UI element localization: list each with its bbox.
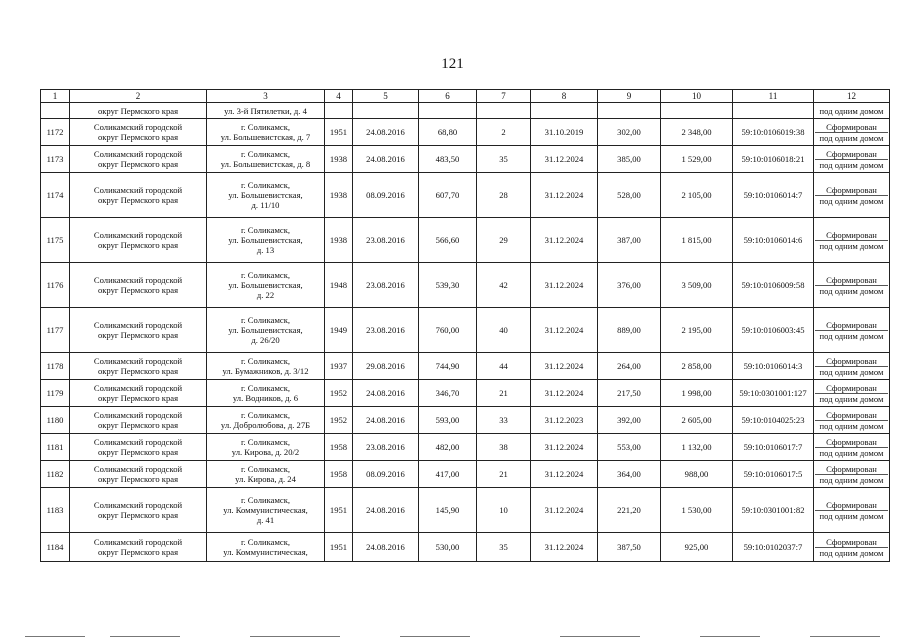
cell-line: под одним домом: [815, 285, 888, 296]
cell-line: под одним домом: [815, 510, 888, 521]
cell-address: [207, 434, 325, 461]
cell-v10: 2 348,00: [661, 119, 733, 146]
cell-line: д. 13: [256, 245, 275, 255]
cell-line: Соликамский городской: [93, 464, 183, 474]
cell-date1: [353, 103, 419, 119]
cell-line: Соликамский городской: [93, 320, 183, 330]
cell-owner: [70, 146, 207, 173]
cell-line: под одним домом: [815, 330, 888, 341]
cell-area: 145,90: [419, 488, 477, 533]
cell-v9: 221,20: [598, 488, 661, 533]
table-row: [41, 263, 890, 308]
cell-owner: округ Пермского края: [70, 103, 207, 119]
cell-area: 483,50: [419, 146, 477, 173]
cell-v9: 217,50: [598, 380, 661, 407]
cell-date2: 31.12.2024: [531, 380, 598, 407]
cell-address: [207, 218, 325, 263]
cell-line: г. Соликамск,: [240, 315, 291, 325]
cell-count: 33: [477, 407, 531, 434]
cell-year: 1938: [325, 173, 353, 218]
cell-v10: [661, 103, 733, 119]
cell-year: 1948: [325, 263, 353, 308]
cell-line: д. 22: [256, 290, 275, 300]
cell-line: Сформирован: [826, 319, 877, 330]
cell-area: 607,70: [419, 173, 477, 218]
cell-line: Сформирован: [826, 463, 877, 474]
cell-status: [814, 173, 890, 218]
cell-v10: 1 815,00: [661, 218, 733, 263]
cell-line: Соликамский городской: [93, 275, 183, 285]
cell-count: 42: [477, 263, 531, 308]
cell-line: округ Пермского края: [97, 447, 179, 457]
cell-line: г. Соликамск,: [240, 495, 291, 505]
table-row: [41, 146, 890, 173]
cell-date2: 31.12.2024: [531, 434, 598, 461]
cell-cadastre: 59:10:0301001:127: [733, 380, 814, 407]
cell-line: г. Соликамск,: [240, 270, 291, 280]
column-header: 1: [41, 90, 70, 103]
cell-owner: [70, 461, 207, 488]
table-body: [41, 103, 890, 562]
cell-num: 1182: [41, 461, 70, 488]
cell-year: 1958: [325, 461, 353, 488]
cell-cadastre: 59:10:0106003:45: [733, 308, 814, 353]
cell-line: Сформирован: [826, 148, 877, 159]
cell-v10: 1 998,00: [661, 380, 733, 407]
cell-status: [814, 263, 890, 308]
cell-line: г. Соликамск,: [240, 122, 291, 132]
cell-v10: 2 105,00: [661, 173, 733, 218]
cell-line: Соликамский городской: [93, 437, 183, 447]
cell-line: под одним домом: [815, 447, 888, 458]
cell-line: г. Соликамск,: [240, 537, 291, 547]
cell-line: ул. Большевистская,: [228, 280, 303, 290]
cell-v9: 553,00: [598, 434, 661, 461]
cell-area: 68,80: [419, 119, 477, 146]
page-number: 121: [441, 56, 464, 72]
cell-line: Соликамский городской: [93, 383, 183, 393]
cell-num: 1178: [41, 353, 70, 380]
cell-line: ул. Водников, д. 6: [232, 393, 299, 403]
cell-count: 35: [477, 533, 531, 562]
cell-area: 417,00: [419, 461, 477, 488]
table-row: [41, 461, 890, 488]
cell-count: 21: [477, 461, 531, 488]
cell-cadastre: 59:10:0106014:3: [733, 353, 814, 380]
cell-status: [814, 353, 890, 380]
cell-line: под одним домом: [815, 159, 888, 170]
cell-owner: [70, 353, 207, 380]
cell-line: округ Пермского края: [97, 195, 179, 205]
cell-line: Сформирован: [826, 409, 877, 420]
cell-owner: [70, 407, 207, 434]
cell-date2: 31.12.2024: [531, 218, 598, 263]
cell-num: 1180: [41, 407, 70, 434]
cell-v10: 1 529,00: [661, 146, 733, 173]
status-line: под одним домом: [819, 105, 884, 116]
table-row: [41, 434, 890, 461]
cell-count: 21: [477, 380, 531, 407]
cell-line: Соликамский городской: [93, 356, 183, 366]
cell-line: округ Пермского края: [97, 393, 179, 403]
cell-owner: [70, 218, 207, 263]
cell-line: г. Соликамск,: [240, 180, 291, 190]
cell-line: округ Пермского края: [97, 420, 179, 430]
cell-status: [814, 103, 890, 119]
cell-address: [207, 308, 325, 353]
cell-address: [207, 407, 325, 434]
cell-date2: 31.12.2024: [531, 146, 598, 173]
cell-line: ул. Коммунистическая,: [223, 505, 308, 515]
cell-line: ул. Большевистская,: [228, 190, 303, 200]
cell-num: 1179: [41, 380, 70, 407]
cell-year: 1937: [325, 353, 353, 380]
cell-count: [477, 103, 531, 119]
cell-owner: [70, 380, 207, 407]
cell-line: под одним домом: [815, 240, 888, 251]
cell-year: 1951: [325, 119, 353, 146]
cell-line: д. 26/20: [251, 335, 280, 345]
cell-area: 482,00: [419, 434, 477, 461]
cell-address: [207, 263, 325, 308]
cell-line: округ Пермского края: [97, 474, 179, 484]
cell-year: 1938: [325, 146, 353, 173]
cell-line: ул. Большевистская,: [228, 235, 303, 245]
cell-v9: 302,00: [598, 119, 661, 146]
cell-date2: [531, 103, 598, 119]
cell-status: [814, 380, 890, 407]
cell-cadastre: 59:10:0106017:7: [733, 434, 814, 461]
cell-date1: 23.08.2016: [353, 218, 419, 263]
cell-count: 35: [477, 146, 531, 173]
cell-line: ул. Большевистская,: [228, 325, 303, 335]
cell-line: д. 41: [256, 515, 275, 525]
cell-v9: 889,00: [598, 308, 661, 353]
housing-registry-table: [40, 89, 890, 562]
cell-line: г. Соликамск,: [240, 410, 291, 420]
cell-num: [41, 103, 70, 119]
cell-cadastre: 59:10:0106009:58: [733, 263, 814, 308]
column-header: 8: [531, 90, 598, 103]
cell-date2: 31.12.2024: [531, 488, 598, 533]
cell-date1: 23.08.2016: [353, 434, 419, 461]
cell-owner: [70, 488, 207, 533]
cell-num: 1174: [41, 173, 70, 218]
cell-date1: 24.08.2016: [353, 488, 419, 533]
cell-v10: 3 509,00: [661, 263, 733, 308]
cell-line: ул. Кирова, д. 20/2: [231, 447, 300, 457]
column-header: 7: [477, 90, 531, 103]
cell-cadastre: 59:10:0301001:82: [733, 488, 814, 533]
cell-line: округ Пермского края: [97, 159, 179, 169]
cell-line: Сформирован: [826, 121, 877, 132]
cell-owner: [70, 434, 207, 461]
cell-num: 1175: [41, 218, 70, 263]
cell-count: 10: [477, 488, 531, 533]
cell-date2: 31.12.2024: [531, 263, 598, 308]
cell-v9: 528,00: [598, 173, 661, 218]
table-row: [41, 218, 890, 263]
table-row: [41, 407, 890, 434]
cell-date1: 08.09.2016: [353, 173, 419, 218]
cell-date1: 29.08.2016: [353, 353, 419, 380]
cell-year: 1951: [325, 533, 353, 562]
cell-year: [325, 103, 353, 119]
cell-status: [814, 119, 890, 146]
cell-num: 1176: [41, 263, 70, 308]
cell-line: д. 11/10: [251, 200, 280, 210]
cell-address: ул. 3-й Пятилетки, д. 4: [207, 103, 325, 119]
cell-v10: 1 530,00: [661, 488, 733, 533]
cell-line: г. Соликамск,: [240, 437, 291, 447]
cell-line: округ Пермского края: [97, 240, 179, 250]
cell-num: 1181: [41, 434, 70, 461]
cell-cadastre: 59:10:0106014:6: [733, 218, 814, 263]
cell-v9: 385,00: [598, 146, 661, 173]
cell-line: под одним домом: [815, 195, 888, 206]
cell-owner: [70, 533, 207, 562]
cell-line: г. Соликамск,: [240, 464, 291, 474]
cell-address: [207, 173, 325, 218]
cell-line: Сформирован: [826, 184, 877, 195]
cell-line: округ Пермского края: [97, 285, 179, 295]
cell-v9: 392,00: [598, 407, 661, 434]
cell-date2: 31.12.2024: [531, 308, 598, 353]
cell-line: ул. Кирова, д. 24: [235, 474, 296, 484]
cell-area: 539,30: [419, 263, 477, 308]
column-header: 11: [733, 90, 814, 103]
cell-line: округ Пермского края: [97, 366, 179, 376]
cell-line: Соликамский городской: [93, 122, 183, 132]
cell-date1: 24.08.2016: [353, 146, 419, 173]
cell-line: под одним домом: [815, 474, 888, 485]
table-row: [41, 173, 890, 218]
column-header: 12: [814, 90, 890, 103]
table-row: [41, 380, 890, 407]
cell-owner: [70, 263, 207, 308]
cell-count: 28: [477, 173, 531, 218]
cell-v9: 387,50: [598, 533, 661, 562]
cell-line: г. Соликамск,: [240, 356, 291, 366]
cell-date1: 24.08.2016: [353, 407, 419, 434]
cell-date1: 24.08.2016: [353, 119, 419, 146]
cell-area: 566,60: [419, 218, 477, 263]
cell-year: 1938: [325, 218, 353, 263]
cell-count: 40: [477, 308, 531, 353]
continuation-row: [41, 103, 890, 119]
cell-status: [814, 407, 890, 434]
cell-area: 593,00: [419, 407, 477, 434]
cell-date2: 31.12.2024: [531, 461, 598, 488]
cell-owner: [70, 308, 207, 353]
cell-cadastre: 59:10:0106014:7: [733, 173, 814, 218]
cell-area: [419, 103, 477, 119]
cell-line: Сформирован: [826, 436, 877, 447]
cell-year: 1958: [325, 434, 353, 461]
cell-date1: 23.08.2016: [353, 263, 419, 308]
cell-num: 1173: [41, 146, 70, 173]
cell-date2: 31.12.2024: [531, 353, 598, 380]
cell-line: округ Пермского края: [97, 547, 179, 557]
bottom-scan-marks: [0, 636, 905, 638]
cell-status: [814, 308, 890, 353]
cell-count: 44: [477, 353, 531, 380]
cell-line: Соликамский городской: [93, 410, 183, 420]
column-header: 9: [598, 90, 661, 103]
cell-num: 1177: [41, 308, 70, 353]
cell-v9: [598, 103, 661, 119]
cell-line: под одним домом: [815, 393, 888, 404]
cell-v10: 2 858,00: [661, 353, 733, 380]
cell-line: Соликамский городской: [93, 185, 183, 195]
cell-date1: 24.08.2016: [353, 380, 419, 407]
cell-date2: 31.10.2019: [531, 119, 598, 146]
cell-line: под одним домом: [815, 132, 888, 143]
column-header: 10: [661, 90, 733, 103]
cell-v10: 2 195,00: [661, 308, 733, 353]
cell-line: ул. Бумажников, д. 3/12: [222, 366, 309, 376]
column-header: 2: [70, 90, 207, 103]
cell-num: 1172: [41, 119, 70, 146]
cell-area: 530,00: [419, 533, 477, 562]
cell-owner: [70, 173, 207, 218]
cell-address: [207, 119, 325, 146]
cell-line: округ Пермского края: [97, 132, 179, 142]
cell-area: 346,70: [419, 380, 477, 407]
column-header: 3: [207, 90, 325, 103]
cell-count: 29: [477, 218, 531, 263]
header-row: [41, 90, 890, 103]
cell-line: г. Соликамск,: [240, 383, 291, 393]
cell-year: 1952: [325, 407, 353, 434]
cell-v10: 2 605,00: [661, 407, 733, 434]
column-header: 5: [353, 90, 419, 103]
cell-status: [814, 488, 890, 533]
cell-address: [207, 380, 325, 407]
cell-line: Сформирован: [826, 274, 877, 285]
cell-date2: 31.12.2024: [531, 173, 598, 218]
cell-line: ул. Коммунистическая,: [223, 547, 308, 557]
cell-cadastre: [733, 103, 814, 119]
cell-date1: 08.09.2016: [353, 461, 419, 488]
cell-cadastre: 59:10:0104025:23: [733, 407, 814, 434]
table-row: [41, 353, 890, 380]
cell-line: округ Пермского края: [97, 330, 179, 340]
cell-line: Сформирован: [826, 382, 877, 393]
cell-cadastre: 59:10:0106017:5: [733, 461, 814, 488]
cell-line: ул. Большевистская, д. 8: [220, 159, 311, 169]
cell-cadastre: 59:10:0106019:38: [733, 119, 814, 146]
cell-line: г. Соликамск,: [240, 149, 291, 159]
cell-year: 1951: [325, 488, 353, 533]
cell-v9: 376,00: [598, 263, 661, 308]
cell-date1: 24.08.2016: [353, 533, 419, 562]
cell-line: Сформирован: [826, 229, 877, 240]
cell-date2: 31.12.2024: [531, 533, 598, 562]
cell-count: 2: [477, 119, 531, 146]
cell-line: округ Пермского края: [97, 510, 179, 520]
cell-line: Сформирован: [826, 499, 877, 510]
cell-cadastre: 59:10:0102037:7: [733, 533, 814, 562]
cell-status: [814, 434, 890, 461]
cell-v10: 988,00: [661, 461, 733, 488]
table-row: [41, 488, 890, 533]
cell-year: 1952: [325, 380, 353, 407]
cell-address: [207, 353, 325, 380]
cell-line: под одним домом: [815, 547, 888, 558]
cell-v9: 364,00: [598, 461, 661, 488]
cell-year: 1949: [325, 308, 353, 353]
cell-line: Сформирован: [826, 355, 877, 366]
cell-date2: 31.12.2023: [531, 407, 598, 434]
cell-num: 1183: [41, 488, 70, 533]
cell-v10: 1 132,00: [661, 434, 733, 461]
table-row: [41, 119, 890, 146]
cell-owner: [70, 119, 207, 146]
cell-count: 38: [477, 434, 531, 461]
cell-status: [814, 146, 890, 173]
cell-line: под одним домом: [815, 366, 888, 377]
cell-v10: 925,00: [661, 533, 733, 562]
cell-cadastre: 59:10:0106018:21: [733, 146, 814, 173]
cell-line: Соликамский городской: [93, 149, 183, 159]
cell-address: [207, 488, 325, 533]
column-header: 6: [419, 90, 477, 103]
cell-address: [207, 533, 325, 562]
cell-num: 1184: [41, 533, 70, 562]
cell-line: ул. Добролюбова, д. 27Б: [220, 420, 311, 430]
column-header: 4: [325, 90, 353, 103]
table-row: [41, 533, 890, 562]
cell-date1: 23.08.2016: [353, 308, 419, 353]
cell-status: [814, 218, 890, 263]
cell-status: [814, 461, 890, 488]
cell-line: Сформирован: [826, 536, 877, 547]
cell-line: г. Соликамск,: [240, 225, 291, 235]
table-row: [41, 308, 890, 353]
cell-area: 760,00: [419, 308, 477, 353]
cell-area: 744,90: [419, 353, 477, 380]
cell-line: под одним домом: [815, 420, 888, 431]
cell-line: Соликамский городской: [93, 537, 183, 547]
cell-line: Соликамский городской: [93, 500, 183, 510]
cell-v9: 387,00: [598, 218, 661, 263]
cell-status: [814, 533, 890, 562]
cell-line: Соликамский городской: [93, 230, 183, 240]
cell-v9: 264,00: [598, 353, 661, 380]
cell-address: [207, 146, 325, 173]
cell-line: ул. Большевистская, д. 7: [220, 132, 311, 142]
cell-address: [207, 461, 325, 488]
